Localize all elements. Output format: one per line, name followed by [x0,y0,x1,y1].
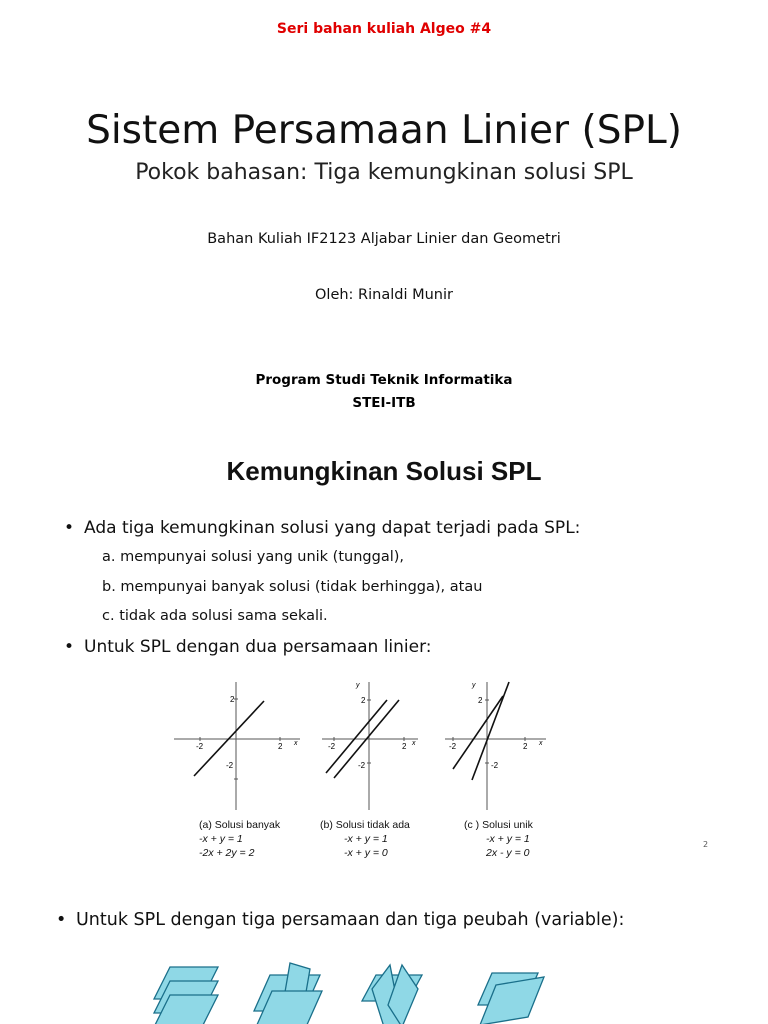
series-label: Seri bahan kuliah Algeo #4 [276,21,492,37]
x-axis-label: x [294,740,298,747]
intersecting-line-planes-figure [254,963,322,1024]
tick-label: 2 [402,742,407,751]
bullet-item [56,910,624,930]
y-axis-label: y [472,682,476,689]
tick-label: -2 [358,761,366,770]
caption-equation: 2x - y = 0 [486,847,530,859]
bullet-item [64,518,580,538]
institution-label: STEI-ITB [352,395,416,411]
bullet-text: Untuk SPL dengan dua persamaan linier: [84,637,432,657]
caption-equation: -x + y = 1 [199,833,243,845]
tick-label: -2 [196,742,204,751]
graph-caption-b [320,818,410,860]
parallel-planes-figure [154,967,218,1024]
bullet-item [64,637,432,657]
x-axis-label: x [412,740,416,747]
line-equation-1 [326,700,387,773]
bullet-text: Ada tiga kemungkinan solusi yang dapat terjadi pada SPL: [84,518,581,538]
bullet-dot: • [64,637,75,657]
graph-caption-a [199,818,280,860]
tick-label: 2 [361,696,366,705]
caption-equation: -x + y = 0 [344,847,388,859]
caption-title: (b) Solusi tidak ada [320,819,410,831]
slide-heading: Kemungkinan Solusi SPL [226,456,542,486]
tick-label: -2 [226,761,234,770]
graph-many-solutions [174,678,304,813]
tick-label: 2 [478,696,483,705]
planes-illustration [140,955,620,1024]
option-b: b. mempunyai banyak solusi (tidak berhingga), atau [102,579,483,595]
option-c: c. tidak ada solusi sama sekali. [102,608,328,624]
tick-label: -2 [449,742,457,751]
caption-title: (a) Solusi banyak [199,819,281,831]
caption-equation: -x + y = 1 [486,833,530,845]
bullet-dot: • [56,910,67,930]
caption-equation: -x + y = 1 [344,833,388,845]
bullet-text: Untuk SPL dengan tiga persamaan dan tiga peubah (variable): [76,910,625,930]
graph-no-solution [322,678,422,813]
skewed-planes-figure [478,973,544,1024]
crossing-planes-figure [362,965,422,1024]
program-label: Program Studi Teknik Informatika [255,372,513,388]
graph-caption-c [464,818,533,860]
tick-label: 2 [523,742,528,751]
page-subtitle: Pokok bahasan: Tiga kemungkinan solusi SPL [135,160,633,185]
tick-label: 2 [230,695,235,704]
page-title: Sistem Persamaan Linier (SPL) [86,108,682,153]
page-number: 2 [703,840,709,849]
x-axis-label: x [539,740,543,747]
bullet-dot: • [64,518,75,538]
author-label: Oleh: Rinaldi Munir [315,287,453,303]
y-axis-label: y [356,682,360,689]
graph-unique-solution [445,678,550,813]
line-equation-1 [453,696,503,769]
option-a: a. mempunyai solusi yang unik (tunggal), [102,549,404,565]
caption-title: (c ) Solusi unik [464,819,533,831]
caption-equation: -2x + 2y = 2 [199,847,255,859]
tick-label: 2 [278,742,283,751]
tick-label: -2 [491,761,499,770]
course-label: Bahan Kuliah IF2123 Aljabar Linier dan Geometri [207,231,561,247]
tick-label: -2 [328,742,336,751]
